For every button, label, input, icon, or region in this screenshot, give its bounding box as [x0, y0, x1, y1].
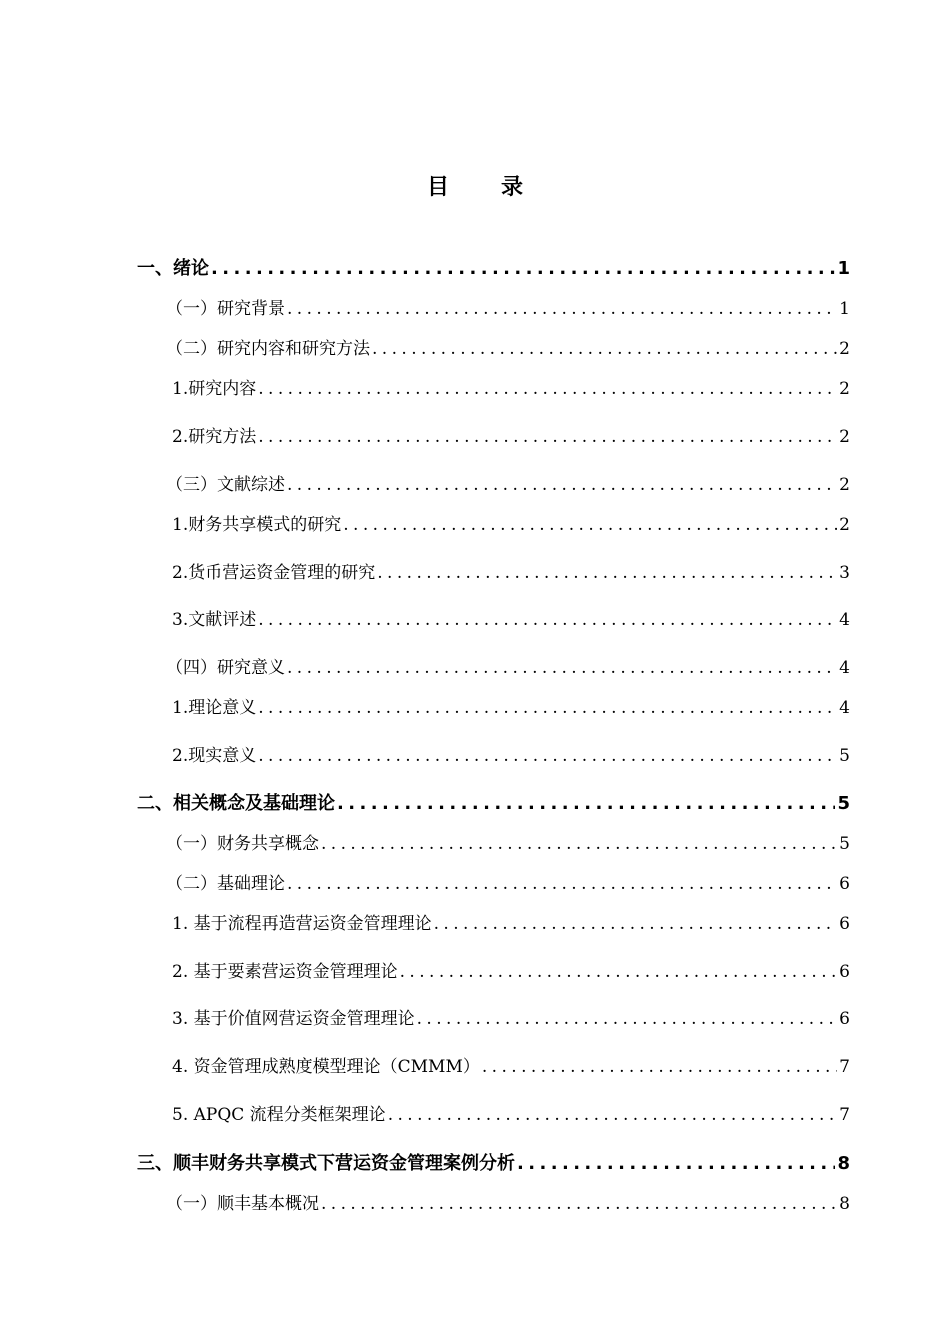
toc-entry-page: 8	[837, 1153, 850, 1174]
toc-entry-page: 6	[839, 1009, 850, 1029]
dot-leader	[434, 914, 838, 934]
toc-entry-label: （三）文献综述	[166, 475, 285, 495]
toc-entry-label: 2.现实意义	[172, 746, 257, 766]
dot-leader	[211, 258, 835, 279]
toc-entry-subsection[interactable]	[172, 1004, 850, 1029]
dot-leader	[517, 1153, 835, 1174]
toc-entry-page: 1	[837, 258, 850, 279]
toc-entry-label: 二、相关概念及基础理论	[137, 793, 335, 814]
toc-entry-label: 2.研究方法	[172, 427, 257, 447]
dot-leader	[287, 874, 837, 894]
toc-entry-page: 4	[839, 658, 850, 678]
toc-entry-page: 2	[839, 475, 850, 495]
dot-leader	[377, 563, 837, 583]
toc-entry-page: 5	[839, 746, 850, 766]
dot-leader	[417, 1009, 838, 1029]
toc-entry-label: 三、顺丰财务共享模式下营运资金管理案例分析	[137, 1153, 515, 1174]
toc-entry-label: （一）顺丰基本概况	[166, 1194, 319, 1214]
toc-entry-label: （二）研究内容和研究方法	[166, 339, 370, 359]
toc-entry-page: 5	[839, 834, 850, 854]
toc-entry-section[interactable]	[166, 829, 850, 854]
toc-entry-chapter-2[interactable]	[137, 789, 850, 815]
toc-entry-label: （一）财务共享概念	[166, 834, 319, 854]
dot-leader	[321, 1194, 837, 1214]
toc-entry-label: 3.文献评述	[172, 610, 257, 630]
toc-entry-subsection[interactable]	[172, 422, 850, 447]
toc-entry-section[interactable]	[166, 294, 850, 319]
toc-entry-chapter-1[interactable]	[137, 254, 850, 280]
dot-leader	[258, 746, 837, 766]
dot-leader	[258, 379, 837, 399]
toc-entry-subsection[interactable]	[172, 605, 850, 630]
toc-entry-label: （四）研究意义	[166, 658, 285, 678]
toc-entry-label: 1.理论意义	[172, 698, 257, 718]
toc-entry-page: 2	[839, 515, 850, 535]
toc-entry-section[interactable]	[166, 869, 850, 894]
toc-entry-label: 一、绪论	[137, 258, 209, 279]
toc-entry-page: 6	[839, 874, 850, 894]
toc-entry-label: 1. 基于流程再造营运资金管理理论	[172, 914, 432, 934]
dot-leader	[372, 339, 837, 359]
dot-leader	[321, 834, 837, 854]
toc-entry-subsection[interactable]	[172, 693, 850, 718]
toc-entry-section[interactable]	[166, 653, 850, 678]
toc-entry-page: 8	[839, 1194, 850, 1214]
toc-entry-page: 4	[839, 698, 850, 718]
dot-leader	[388, 1105, 837, 1125]
toc-entry-section[interactable]	[166, 334, 850, 359]
dot-leader	[482, 1057, 837, 1077]
toc-entry-subsection[interactable]	[172, 741, 850, 766]
toc-entry-page: 6	[839, 962, 850, 982]
toc-entry-label: 1.研究内容	[172, 379, 257, 399]
toc-entry-subsection[interactable]	[172, 1100, 850, 1125]
toc-entry-subsection[interactable]	[172, 1052, 850, 1077]
toc-entry-page: 7	[839, 1057, 850, 1077]
toc-entry-page: 7	[839, 1105, 850, 1125]
toc-entry-chapter-3[interactable]	[137, 1149, 850, 1175]
toc-entry-label: 1.财务共享模式的研究	[172, 515, 342, 535]
dot-leader	[287, 475, 837, 495]
toc-entry-subsection[interactable]	[172, 374, 850, 399]
toc-entry-label: （二）基础理论	[166, 874, 285, 894]
toc-entry-subsection[interactable]	[172, 510, 850, 535]
toc-entry-page: 2	[839, 379, 850, 399]
dot-leader	[287, 658, 837, 678]
toc-entry-label: 2.货币营运资金管理的研究	[172, 563, 376, 583]
toc-title: 目录	[426, 175, 575, 200]
dot-leader	[287, 299, 837, 319]
toc-entry-page: 6	[839, 914, 850, 934]
toc-entry-label: 3. 基于价值网营运资金管理理论	[172, 1009, 415, 1029]
toc-entry-label: 2. 基于要素营运资金管理理论	[172, 962, 398, 982]
toc-entry-label: 4. 资金管理成熟度模型理论（CMMM）	[172, 1057, 480, 1077]
toc-entry-section[interactable]	[166, 1189, 850, 1214]
toc-entry-page: 2	[839, 427, 850, 447]
toc-entry-subsection[interactable]	[172, 558, 850, 583]
toc-entry-page: 5	[837, 793, 850, 814]
dot-leader	[337, 793, 835, 814]
toc-entry-subsection[interactable]	[172, 957, 850, 982]
dot-leader	[258, 698, 837, 718]
toc-entry-page: 3	[839, 563, 850, 583]
toc-entry-page: 1	[839, 299, 850, 319]
dot-leader	[400, 962, 838, 982]
dot-leader	[258, 610, 837, 630]
toc-entry-label: （一）研究背景	[166, 299, 285, 319]
dot-leader	[343, 515, 837, 535]
toc-entry-page: 4	[839, 610, 850, 630]
toc-entry-section[interactable]	[166, 470, 850, 495]
dot-leader	[258, 427, 837, 447]
toc-entry-label: 5. APQC 流程分类框架理论	[172, 1105, 386, 1125]
toc-entry-page: 2	[839, 339, 850, 359]
toc-entry-subsection[interactable]	[172, 909, 850, 934]
